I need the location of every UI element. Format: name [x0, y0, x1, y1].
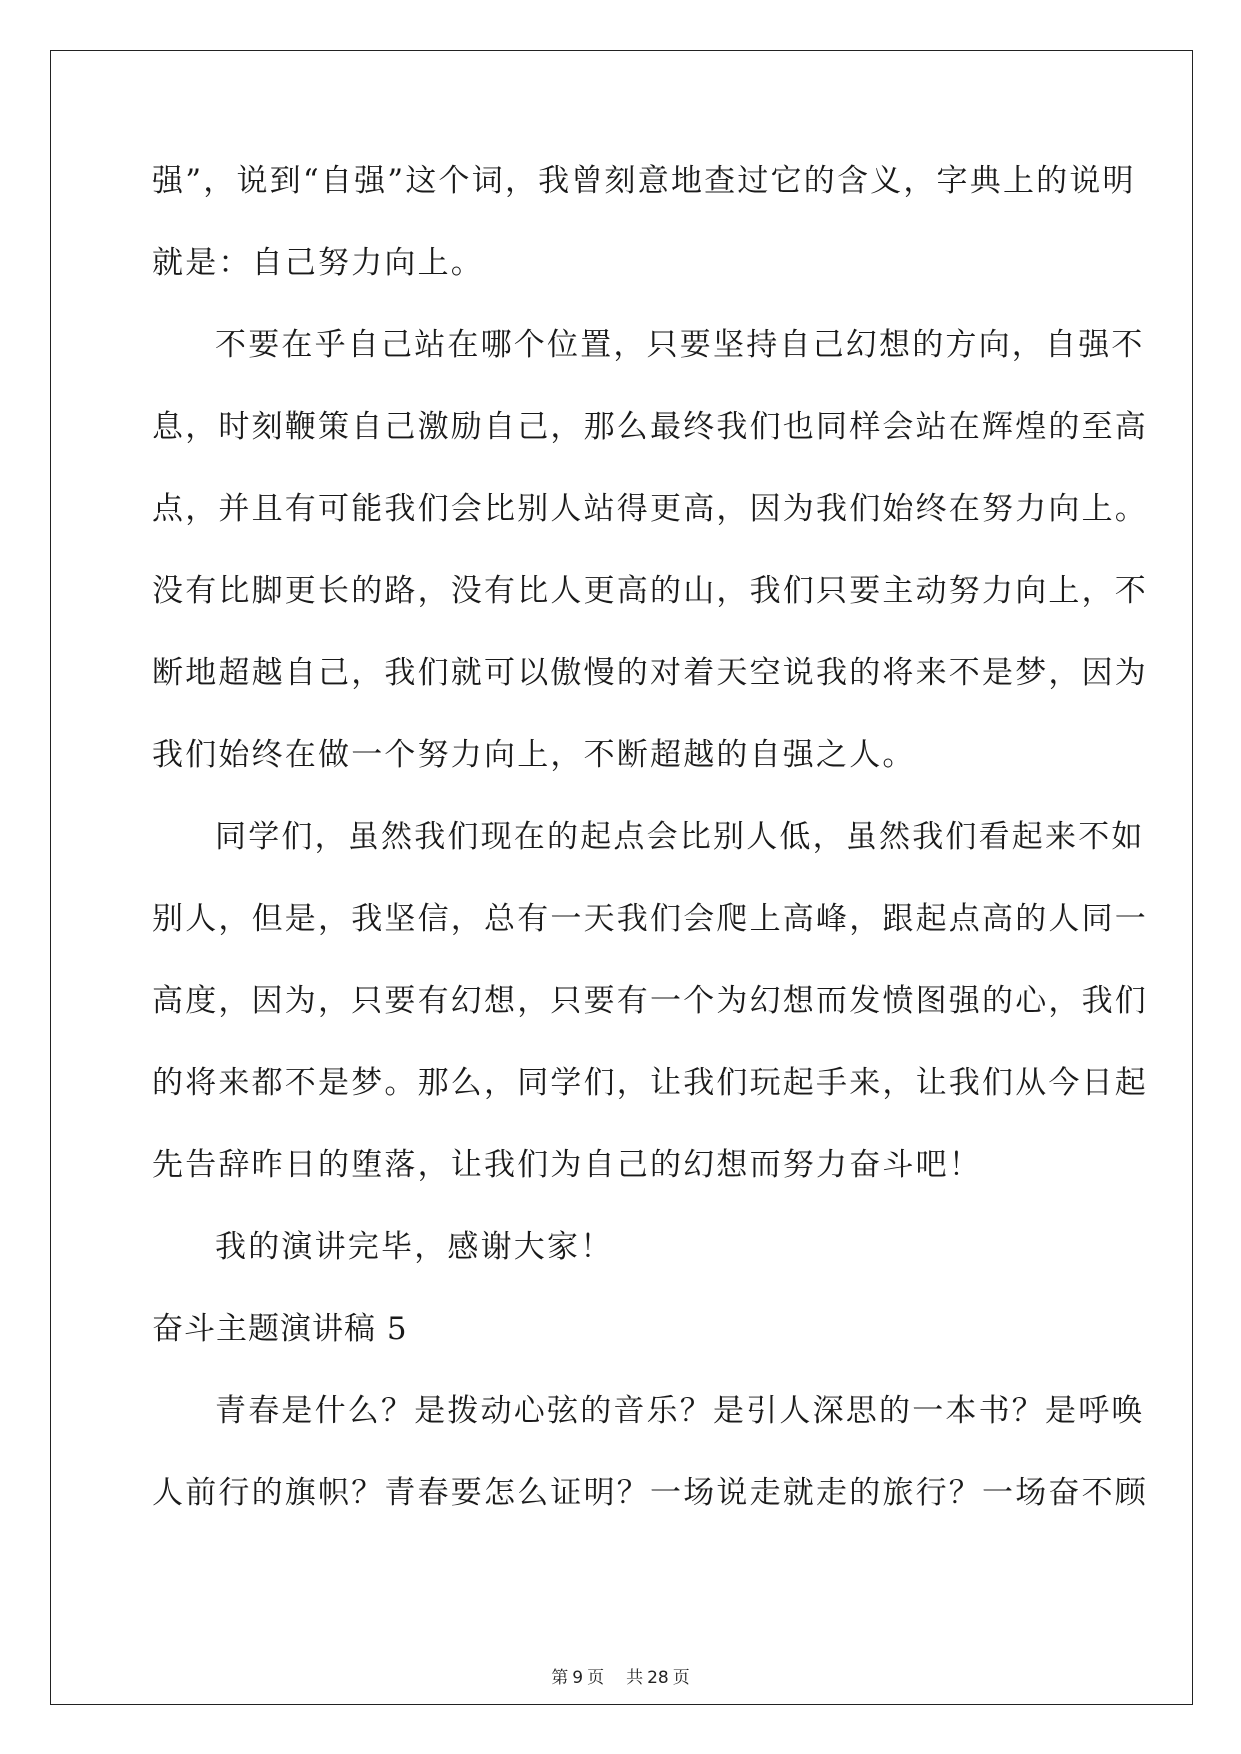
- paragraph-start-line: 青春是什么？是拨动心弦的音乐？是引人深思的一本书？是呼唤: [215, 1393, 1145, 1429]
- text-line: 息，时刻鞭策自己激励自己，那么最终我们也同样会站在辉煌的至高: [152, 409, 1148, 445]
- page-prefix: 第: [551, 1668, 569, 1688]
- text-line: 断地超越自己，我们就可以傲慢的对着天空说我的将来不是梦，因为: [152, 655, 1148, 691]
- paragraph-start-line: 同学们，虽然我们现在的起点会比别人低，虽然我们看起来不如: [215, 819, 1145, 855]
- paragraph-start-line: 我的演讲完毕，感谢大家！: [215, 1229, 614, 1265]
- total-prefix: 共: [626, 1668, 644, 1688]
- text-line: 没有比脚更长的路，没有比人更高的山，我们只要主动努力向上，不: [152, 573, 1148, 609]
- total-suffix: 页: [672, 1668, 690, 1688]
- total-pages: 28: [647, 1668, 669, 1688]
- text-line: 先告辞昨日的堕落，让我们为自己的幻想而努力奋斗吧！: [152, 1147, 982, 1183]
- paragraph-start-line: 不要在乎自己站在哪个位置，只要坚持自己幻想的方向，自强不: [215, 327, 1145, 363]
- text-line: 强”，说到“自强”这个词，我曾刻意地查过它的含义，字典上的说明: [152, 163, 1136, 199]
- text-line: 高度，因为，只要有幻想，只要有一个为幻想而发愤图强的心，我们: [152, 983, 1148, 1019]
- page-suffix: 页: [587, 1668, 605, 1688]
- document-body: [152, 158, 1148, 1552]
- text-line: 别人，但是，我坚信，总有一天我们会爬上高峰，跟起点高的人同一: [152, 901, 1148, 937]
- text-line: 点，并且有可能我们会比别人站得更高，因为我们始终在努力向上。: [152, 491, 1148, 527]
- page-number: 9: [572, 1668, 584, 1688]
- text-line: 的将来都不是梦。那么，同学们，让我们玩起手来，让我们从今日起: [152, 1065, 1148, 1101]
- text-line: 就是：自己努力向上。: [152, 245, 484, 281]
- page-footer: [0, 1667, 1241, 1689]
- text-line: 我们始终在做一个努力向上，不断超越的自强之人。: [152, 737, 916, 773]
- section-heading: 奋斗主题演讲稿 5: [152, 1311, 408, 1347]
- text-line: 人前行的旗帜？青春要怎么证明？一场说走就走的旅行？一场奋不顾: [152, 1475, 1148, 1511]
